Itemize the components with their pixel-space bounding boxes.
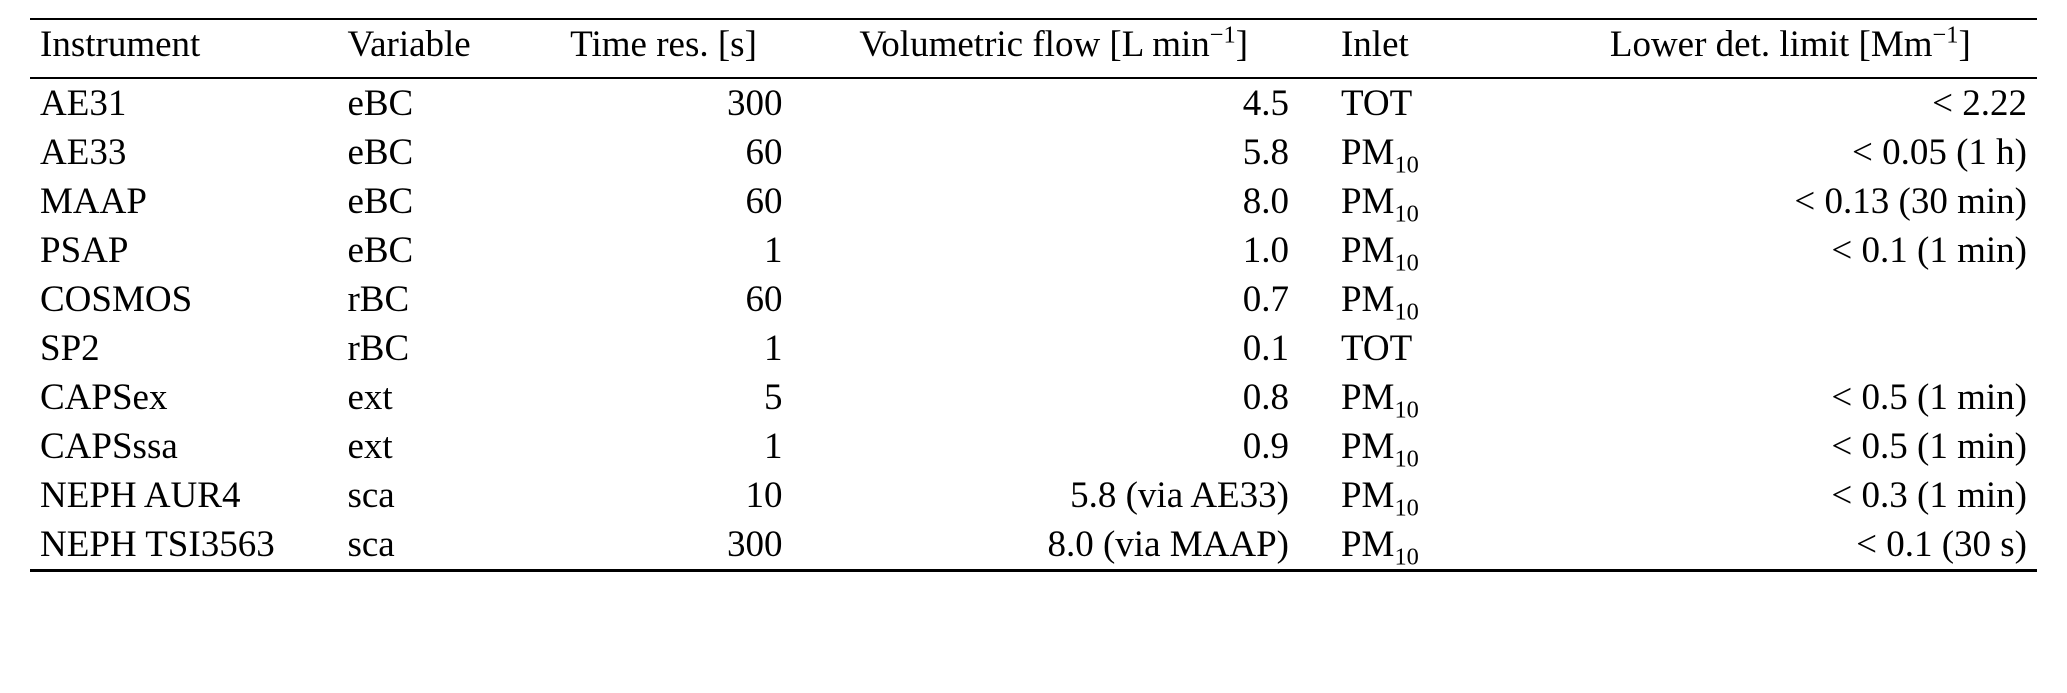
table-row bbox=[30, 128, 2037, 177]
inlet-base: PM bbox=[1340, 230, 1395, 271]
cell-instrument: AE31 bbox=[40, 83, 127, 124]
flow-header-text: Volumetric flow [L min bbox=[859, 24, 1210, 65]
column-header-instrument: Instrument bbox=[40, 24, 201, 65]
cell-volumetric-flow: 5.8 (via AE33) bbox=[1070, 475, 1289, 516]
column-header-lower-det-limit bbox=[1544, 19, 2037, 78]
cell-lower-det-limit: < 0.1 (1 min) bbox=[1831, 230, 2027, 271]
table-row bbox=[30, 177, 2037, 226]
cell-volumetric-flow: 8.0 bbox=[1242, 181, 1289, 222]
cell-time-resolution: 60 bbox=[745, 132, 783, 173]
cell-variable: rBC bbox=[347, 279, 410, 320]
inlet-base: TOT bbox=[1340, 328, 1413, 369]
cell-lower-det-limit: < 0.5 (1 min) bbox=[1831, 377, 2027, 418]
cell-lower-det-limit: < 0.13 (30 min) bbox=[1794, 181, 2027, 222]
flow-header-close: ] bbox=[1235, 24, 1249, 65]
inlet-subscript: 10 bbox=[1394, 494, 1419, 522]
cell-instrument: COSMOS bbox=[40, 279, 193, 320]
column-header-variable: Variable bbox=[347, 24, 471, 65]
cell-inlet bbox=[1315, 471, 1544, 520]
cell-time-resolution: 1 bbox=[763, 230, 783, 271]
cell-instrument: PSAP bbox=[40, 230, 129, 271]
table-row bbox=[30, 373, 2037, 422]
cell-variable: eBC bbox=[347, 230, 414, 271]
limit-header-close: ] bbox=[1958, 24, 1971, 65]
inlet-base: PM bbox=[1340, 181, 1395, 222]
inlet-base: PM bbox=[1340, 426, 1395, 467]
inlet-subscript: 10 bbox=[1394, 543, 1419, 571]
inlet-base: PM bbox=[1340, 279, 1395, 320]
cell-volumetric-flow: 1.0 bbox=[1242, 230, 1289, 271]
table-row bbox=[30, 471, 2037, 520]
cell-time-resolution: 300 bbox=[726, 524, 783, 565]
inlet-base: PM bbox=[1340, 475, 1395, 516]
cell-variable: eBC bbox=[347, 181, 414, 222]
cell-instrument: MAAP bbox=[40, 181, 147, 222]
cell-instrument: CAPSex bbox=[40, 377, 168, 418]
inlet-subscript: 10 bbox=[1394, 396, 1419, 424]
inlet-base: TOT bbox=[1340, 83, 1413, 124]
inlet-subscript: 10 bbox=[1394, 151, 1419, 179]
cell-inlet bbox=[1315, 275, 1544, 324]
cell-variable: eBC bbox=[347, 83, 414, 124]
cell-volumetric-flow: 5.8 bbox=[1242, 132, 1289, 173]
limit-header-exponent: −1 bbox=[1932, 21, 1959, 49]
cell-lower-det-limit: < 0.3 (1 min) bbox=[1831, 475, 2027, 516]
table-body bbox=[30, 78, 2037, 571]
inlet-base: PM bbox=[1340, 132, 1395, 173]
table-row bbox=[30, 226, 2037, 275]
table-header-row bbox=[30, 19, 2037, 78]
cell-volumetric-flow: 0.7 bbox=[1242, 279, 1289, 320]
cell-instrument: SP2 bbox=[40, 328, 100, 369]
cell-inlet bbox=[1315, 226, 1544, 275]
cell-lower-det-limit bbox=[1544, 324, 2037, 373]
cell-inlet bbox=[1315, 128, 1544, 177]
cell-instrument: NEPH AUR4 bbox=[40, 475, 241, 516]
limit-header-text: Lower det. limit [Mm bbox=[1609, 24, 1933, 65]
cell-volumetric-flow: 8.0 (via MAAP) bbox=[1047, 524, 1289, 565]
table-row bbox=[30, 520, 2037, 571]
inlet-subscript: 10 bbox=[1394, 298, 1419, 326]
cell-volumetric-flow: 0.8 bbox=[1242, 377, 1289, 418]
table-header bbox=[30, 19, 2037, 78]
cell-inlet bbox=[1315, 422, 1544, 471]
column-header-volumetric-flow bbox=[808, 19, 1315, 78]
cell-instrument: AE33 bbox=[40, 132, 127, 173]
cell-variable: sca bbox=[347, 475, 395, 516]
cell-lower-det-limit: < 0.1 (30 s) bbox=[1856, 524, 2027, 565]
cell-instrument: NEPH TSI3563 bbox=[40, 524, 275, 565]
table-row bbox=[30, 422, 2037, 471]
column-header-inlet: Inlet bbox=[1340, 24, 1409, 65]
cell-time-resolution: 1 bbox=[763, 426, 783, 467]
cell-time-resolution: 60 bbox=[745, 279, 783, 320]
cell-lower-det-limit: < 2.22 bbox=[1932, 83, 2027, 124]
cell-variable: ext bbox=[347, 377, 393, 418]
inlet-subscript: 10 bbox=[1394, 445, 1419, 473]
cell-inlet bbox=[1315, 324, 1544, 373]
column-header-time-resolution: Time res. [s] bbox=[570, 24, 757, 65]
cell-inlet bbox=[1315, 177, 1544, 226]
table-row bbox=[30, 78, 2037, 128]
instrument-specifications-table bbox=[30, 18, 2037, 572]
cell-variable: eBC bbox=[347, 132, 414, 173]
cell-time-resolution: 5 bbox=[763, 377, 783, 418]
cell-inlet bbox=[1315, 520, 1544, 571]
cell-time-resolution: 60 bbox=[745, 181, 783, 222]
cell-instrument: CAPSssa bbox=[40, 426, 178, 467]
cell-time-resolution: 10 bbox=[745, 475, 783, 516]
cell-inlet bbox=[1315, 78, 1544, 128]
cell-variable: ext bbox=[347, 426, 393, 467]
cell-time-resolution: 1 bbox=[763, 328, 783, 369]
cell-volumetric-flow: 0.1 bbox=[1242, 328, 1289, 369]
cell-variable: rBC bbox=[347, 328, 410, 369]
cell-volumetric-flow: 0.9 bbox=[1242, 426, 1289, 467]
cell-volumetric-flow: 4.5 bbox=[1242, 83, 1289, 124]
inlet-base: PM bbox=[1340, 377, 1395, 418]
cell-lower-det-limit: < 0.5 (1 min) bbox=[1831, 426, 2027, 467]
inlet-subscript: 10 bbox=[1394, 200, 1419, 228]
cell-inlet bbox=[1315, 373, 1544, 422]
flow-header-exponent: −1 bbox=[1209, 21, 1236, 49]
cell-variable: sca bbox=[347, 524, 395, 565]
cell-lower-det-limit bbox=[1544, 275, 2037, 324]
table-row bbox=[30, 324, 2037, 373]
cell-lower-det-limit: < 0.05 (1 h) bbox=[1851, 132, 2027, 173]
inlet-subscript: 10 bbox=[1394, 249, 1419, 277]
cell-time-resolution: 300 bbox=[726, 83, 783, 124]
table-row bbox=[30, 275, 2037, 324]
inlet-base: PM bbox=[1340, 524, 1395, 565]
